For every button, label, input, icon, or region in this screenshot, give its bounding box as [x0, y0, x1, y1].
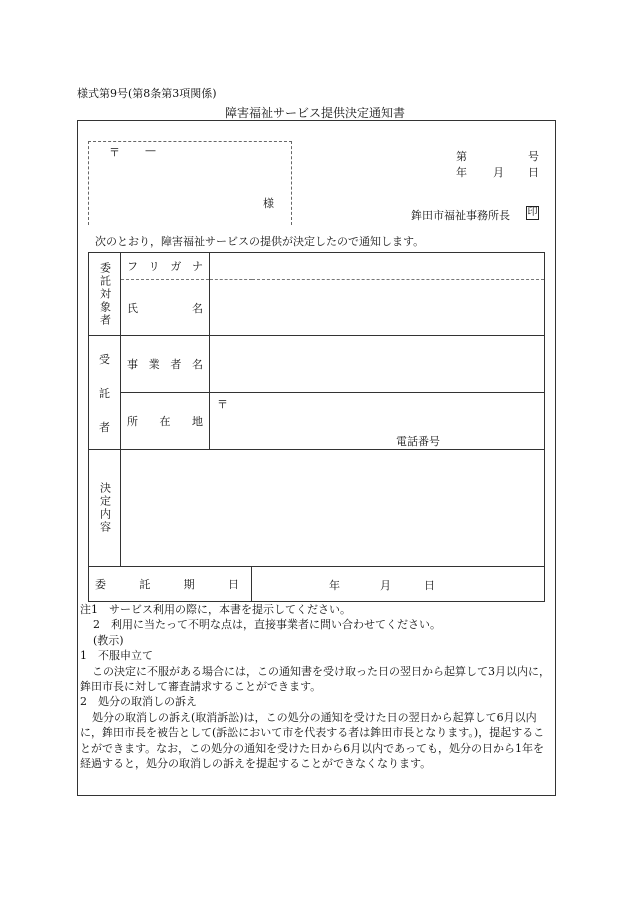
phone-label: 電話番号 [396, 435, 440, 448]
trustee-header [89, 336, 121, 450]
period-year: 年 [329, 579, 340, 592]
period-day: 日 [424, 579, 435, 592]
decision-value[interactable] [121, 450, 545, 567]
item-2-body: 処分の取消しの訴え(取消訴訟)は，この処分の通知を受けた日の翌日から起算して6月以内に，鉾田市長を被告として(訴訟において市を代表する者は鉾田市長となります。)，提起することができます。なお，この処分の通知を受けた日から6月以内であっても，処分の日から1年を経過すると，処分の取消しの訴えを提起することができなくなります。 [80, 710, 545, 771]
location-postal-mark: 〒 [217, 398, 228, 411]
issue-day: 日 [528, 166, 539, 179]
period-label-cell [89, 567, 252, 602]
consignor-label: 委託対象者 [98, 261, 112, 327]
provider-value[interactable] [210, 336, 545, 393]
period-char: 委 [95, 578, 106, 591]
item-2-title: 2 処分の取消しの訴え [80, 695, 197, 709]
name-label [121, 300, 209, 316]
location-label-cell [121, 393, 210, 450]
provider-char: 業 [148, 358, 160, 371]
item-1-title: 1 不服申立て [80, 649, 153, 663]
period-char: 託 [139, 578, 151, 591]
location-char: 在 [159, 415, 171, 428]
location-char: 所 [127, 415, 138, 428]
instruction-heading: (教示) [93, 633, 124, 647]
form-reference: 様式第9号(第8条第3項関係) [77, 87, 217, 100]
decision-label: 決定内容 [98, 482, 112, 534]
location-label [121, 413, 209, 429]
number-prefix: 第 [456, 150, 467, 163]
furigana-value[interactable] [210, 253, 545, 280]
postal-mark: 〒 [109, 146, 120, 159]
issue-month: 月 [493, 166, 504, 179]
document-title: 障害福祉サービス提供決定通知書 [224, 106, 405, 120]
furigana-label [121, 258, 209, 274]
location-value[interactable] [210, 393, 545, 450]
seal-box: 印 [527, 207, 538, 218]
trustee-char: 受 [99, 352, 110, 366]
trustee-char: 託 [99, 386, 110, 400]
provider-char: 名 [191, 358, 203, 371]
item-1-body: この決定に不服がある場合には，この通知書を受け取った日の翌日から起算して3月以内に，鉾田市長に対して審査請求することができます。 [80, 664, 550, 694]
location-char: 地 [192, 415, 203, 428]
number-suffix: 号 [528, 150, 539, 163]
period-char: 日 [227, 578, 239, 591]
period-char: 期 [183, 578, 195, 591]
consignor-header [89, 253, 121, 336]
period-value[interactable] [252, 567, 545, 602]
furigana-char: リ [148, 260, 160, 273]
furigana-char: ガ [170, 260, 182, 273]
note-2: 2 利用に当たって不明な点は，直接事業者に問い合わせてください。 [93, 618, 441, 632]
honorific-sama: 様 [263, 197, 274, 210]
period-month: 月 [380, 579, 391, 592]
furigana-char: ナ [191, 260, 203, 273]
issuer-name: 鉾田市福祉事務所長 [411, 209, 510, 222]
provider-char: 者 [170, 358, 182, 371]
name-value[interactable] [210, 280, 545, 336]
provider-char: 事 [127, 358, 138, 371]
issue-year: 年 [456, 166, 467, 179]
trustee-char: 者 [99, 420, 110, 434]
period-label [89, 576, 251, 592]
decision-header [89, 450, 121, 567]
provider-label [121, 356, 209, 372]
decision-table [88, 252, 545, 602]
address-block [88, 141, 292, 225]
postal-dash: — [145, 144, 156, 157]
furigana-char: フ [127, 260, 138, 273]
name-label-cell [121, 280, 210, 336]
note-1: 注1 サービス利用の際に，本書を提示してください。 [80, 603, 351, 616]
notes-section [80, 602, 550, 771]
furigana-label-cell [121, 253, 210, 280]
name-char: 氏 [127, 301, 138, 315]
name-char: 名 [192, 301, 203, 315]
intro-text: 次のとおり，障害福祉サービスの提供が決定したので通知します。 [95, 235, 425, 248]
provider-label-cell [121, 336, 210, 393]
